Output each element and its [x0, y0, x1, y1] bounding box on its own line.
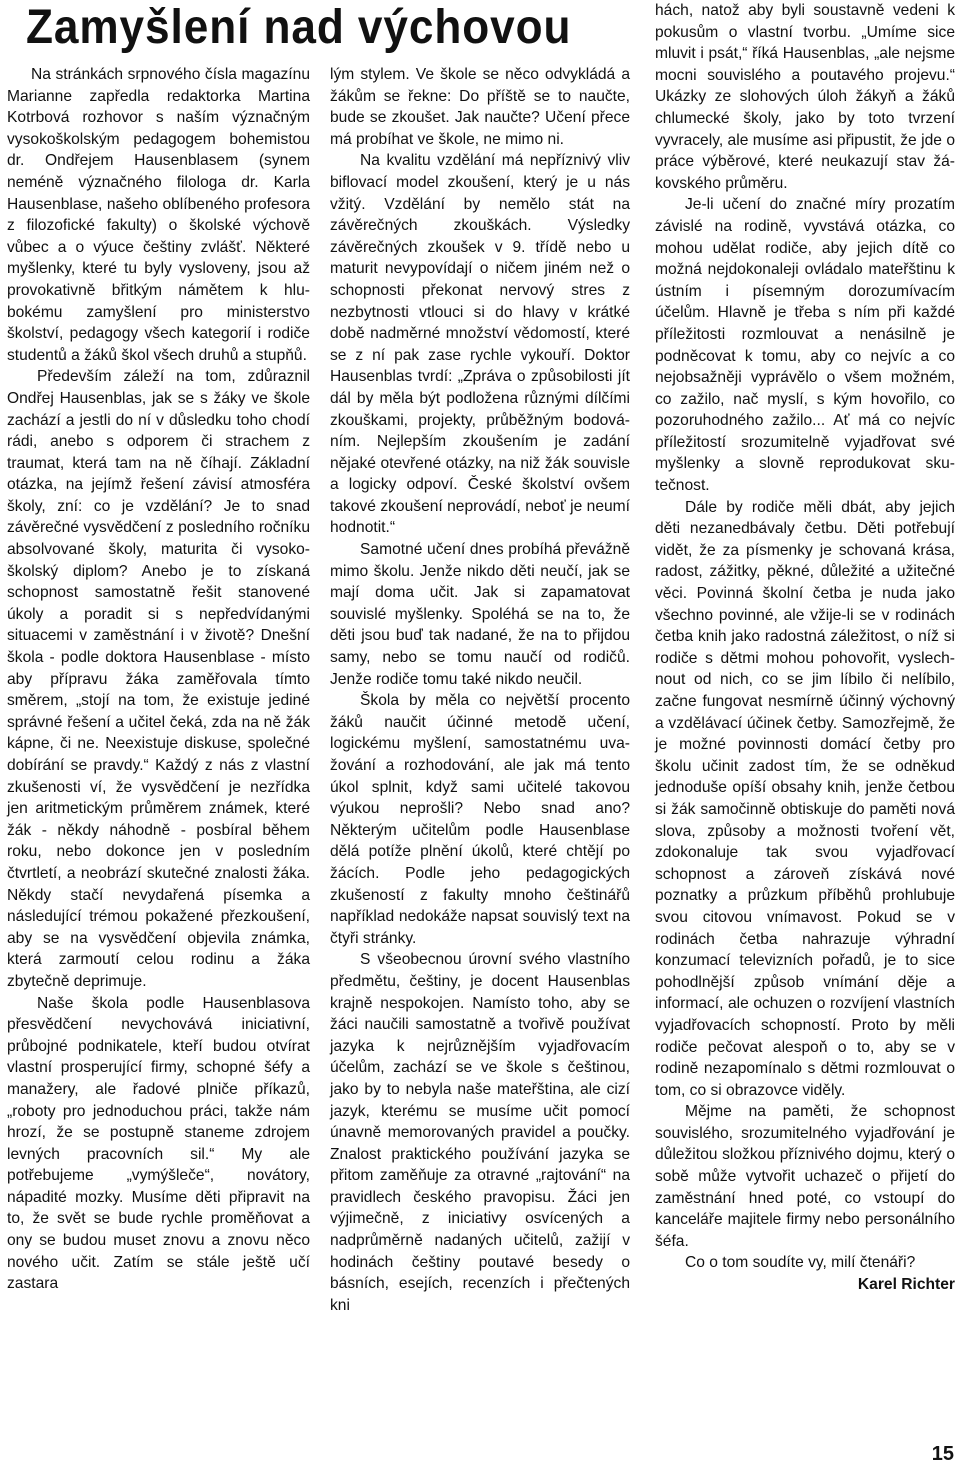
- paragraph: Škola by měla co největší procento žáků naučit účinné metodě učení, logickému myšlení, samostatnému uvažování a rozhodování, ale jak má tento úkol splnit, když sami učitelé takovou výukou neprošli? Nebo snad ano? Některým učitelům podle Hausenblase dělá potíže plnění úkolů, které chtějí po žácích. Podle jeho pedagogických zkušeností z fakulty mnoho češtinářů například nedokáže napsat souvislý text na čtyři stránky.: [330, 692, 630, 947]
- text-column-2: [330, 64, 630, 1316]
- paragraph: Samotné učení dnes probíhá převážně mimo školu. Jenže nikdo děti neučí, jak se mají doma učit. Jak si zapamatovat souvislé myšlenky. Spoléhá se na to, že děti jsou buď tak nadané, že na to přijdou samy, nebo se tomu naučí od rodičů. Jenže rodiče tomu také nikdo neučil.: [330, 541, 630, 688]
- page-number: 15: [931, 1443, 954, 1465]
- paragraph: lým stylem. Ve škole se něco odvykládá a žákům se řekne: Do příště se to naučte, bude se zkoušet. Jak naučte? Učení přece má probíhat ve škole, ne mimo ni.: [330, 66, 630, 148]
- author-signature: Karel Richter: [857, 1276, 955, 1294]
- paragraph: hách, natož aby byli soustavně vedeni k pokusům o vlastní tvorbu. „Umíme sice mluvit i psát,“ říká Hausenblas, „ale nejsme mocni souvislého a poutavého projevu.“ Ukázky ze slohových úloh žákyň a žáků chlumecké školy, jako by toto tvrzení vyvracely, ale musíme asi připustit, že jde o práce výběrové, které neukazují stav žákovského průměru.: [655, 2, 955, 192]
- paragraph: Především záleží na tom, zdůraznil Ondřej Hausenblas, jak se s žáky ve škole zachází a jestli do ní v důsledku toho chodí rádi, anebo s odporem či strachem z traumat, která tam na ně číhají. Základní otázka, na jejímž řešení závisí atmosféra školy, zní: co je vzdělání? Je to snad závěrečné vysvědčení z posledního ročníku absolvované školy, maturita či vysokoškolský diplom? Anebo je to získaná schopnost samostatně řešit stanovené úkoly a poradit si s nepředvídanými situacemi v zaměstnání i v životě? Dnešní škola - podle doktora Hausenblase - místo aby přípravu žáka zaměřovala tímto směrem, „stojí na tom, že existuje jediné správné řešení a učitel čeká, zda na ně žák kápne, či ne. Neexistuje diskuse, společné dobírání se pravdy.“ Každý z nás z vlastní zkušenosti ví, že vysvědčení je nezřídka jen aritmetickým průměrem známek, které žák - někdy náhodně - posbíral během roku, nebo dokonce jen v posledním čtvrtletí, a neobrází skutečné znalosti žáka. Někdy stačí nevydařená písemka a následující trémou pokažené přezkoušení, aby se na vysvědčení objevila známka, která zarmoutí celou rodinu a žáka zbytečně deprimuje.: [7, 368, 310, 990]
- paragraph: Mějme na paměti, že schopnost souvislého, srozumitelného vyjadřování je důležitou složkou příznivého dojmu, který o sobě může vytvořit uchazeč o přijetí do zaměstnání hned poté, co vstoupí do kanceláře majitele firmy nebo personálního šéfa.: [655, 1103, 955, 1250]
- paragraph: S všeobecnou úrovní svého vlastního předmětu, češtiny, je docent Hausenblas krajně nespokojen. Namísto toho, aby se žáci naučili samostatně a tvořivě používat jazyka k nejrůznějším vyjadřovacím účelům, zachází se ve škole s češtinou, jako by to nebyla naše mateřština, ale cizí jazyk, kterému se musíme učit pomocí únavně memorovaných pravidel a poučky. Znalost praktického používání jazyka se přitom zaměňuje za otravné „rajtování“ na pravidlech českého pravopisu. Žáci jen výjimečně, z iniciativy osvícených a nadprůměrně nadaných učitelů, zažijí v hodinách češtiny poutavé besedy o básních, esejích, recenzích i přečtených kni: [330, 951, 630, 1314]
- paragraph: Je-li učení do značné míry prozatím závislé na rodině, vyvstává otázka, co mohou udělat rodiče, aby jejich dítě co možná nejdokonaleji ovládalo mateřštinu k ústním i písemným dorozumívacím účelům. Hlavně je třeba s ním při každé příležitosti rozmlouvat a nenásilně je podněcovat k tomu, aby co nejvíc a co nejobsažněji vyprávělo o všem možném, co zažilo, nač myslí, s kým hovořilo, co pozoruhodného zažilo... Ať má co nejvíc příležitostí srozumitelně vyjadřovat své myšlenky a slovně reprodukovat skutečnost.: [655, 196, 955, 495]
- text-column-1: [7, 64, 310, 1295]
- paragraph: Na stránkách srpnového čísla magazínu Marianne zapředla redaktorka Martina Kotrbová rozhovor s naším význačným vysokoškolským pedagogem bohemistou dr. Ondřejem Hausenblasem (synem neméně význačného filologa dr. Karla Hausenblase, našeho oblíbeného profesora z filozofické fakulty) o školské výchově vůbec a o výuce češtiny zvlášť. Některé myšlenky, které tu byly vysloveny, jsou až provokativně břitkým námětem k hlubokému zamyšlení pro ministerstvo školství, pedagogy všech kategorií i rodiče studentů a žáků škol všech druhů a stupňů.: [7, 66, 310, 364]
- paragraph: Co o tom soudíte vy, milí čtenáři?: [685, 1254, 916, 1272]
- article-title: Zamyšlení nad výchovou: [26, 1, 572, 54]
- paragraph: Naše škola podle Hausenblasova přesvědčení nevychovává iniciativní, průbojné podnikatele, kteří budou otvírat vlastní prosperující firmy, schopné šéfy a manažery, ale řadové plniče příkazů, „roboty pro jednoduchou práci, takže nám hrozí, že se postupně staneme zdrojem levných pracovních sil.“ My ale potřebujeme „vymýšleče“, novátory, nápadité mozky. Musíme děti připravit na to, že svět se bude rychle proměňovat a ony se budou muset znovu a znovu něco nového učit. Zatím se stále ještě učí zastara: [7, 994, 310, 1293]
- paragraph: Dále by rodiče měli dbát, aby jejich děti nezanedbávaly četbu. Děti potřebují vidět, že za písmenky je schovaná krása, radost, zážitky, pěkné, důležité a užitečné věci. Povinná školní četba je nuda jako všechno povinné, ale vžije-li se v rodinách četba knih jako radostná záležitost, o níž si rodiče s dětmi mohou pohovořit, vyslechnout od nich, co se jim líbilo či nelíbilo, začne fungovat nesmírně účinný výchovný a vzdělávací účinek četby. Samozřejmě, že je možné povinnosti domácí četby pro školu učinit zadost tím, že se odněkud jednoduše opíší obsahy knih, jenže četbou si žák samočinně obtiskuje do paměti nová slova, způsoby a možnosti tvoření vět, zdokonaluje tak svou vyjadřovací schopnost a zároveň získává nové poznatky a průzkum příběhů prohlubuje svou citovou vnímavost. Pokud se v rodinách četba nahrazuje výhradní konzumací televizních pořadů, je to sice pohodlnější způsob vnímání děje a informací, ale ochuzen o rozvíjení vlastních vyjadřovacích schopností. Proto by měli rodiče pečovat alespoň o to, aby se v rodině nezapomínalo s dětmi rozmlouvat o tom, co si obrazovce viděly.: [655, 498, 955, 1099]
- text-column-3: [655, 0, 955, 1296]
- paragraph: Na kvalitu vzdělání má nepříznivý vliv biflovací model zkoušení, který je u nás vžitý. Vzdělání by nemělo stát na závěrečných zkouškách. Výsledky závěrečných zkoušek v 9. třídě nebo u maturit nevypovídají o ničem jiném než o schopnosti překonat nervový stres z nezbytnosti vtlouci si do hlavy v krátké době nadměrné množství vědomostí, které se z ní pak zase rychle vykouří. Doktor Hausenblas tvrdí: „Zpráva o způsobilosti jít dál by měla být podložena různými dílčími zkouškami, projekty, průběžným bodováním. Nejlepším zkoušením je zadání nějaké otevřené otázky, na niž žák souvisle a logicky odpoví. České školství ovšem takové zkoušení neprovádí, neboť je neumí hodnotit.“: [330, 152, 630, 537]
